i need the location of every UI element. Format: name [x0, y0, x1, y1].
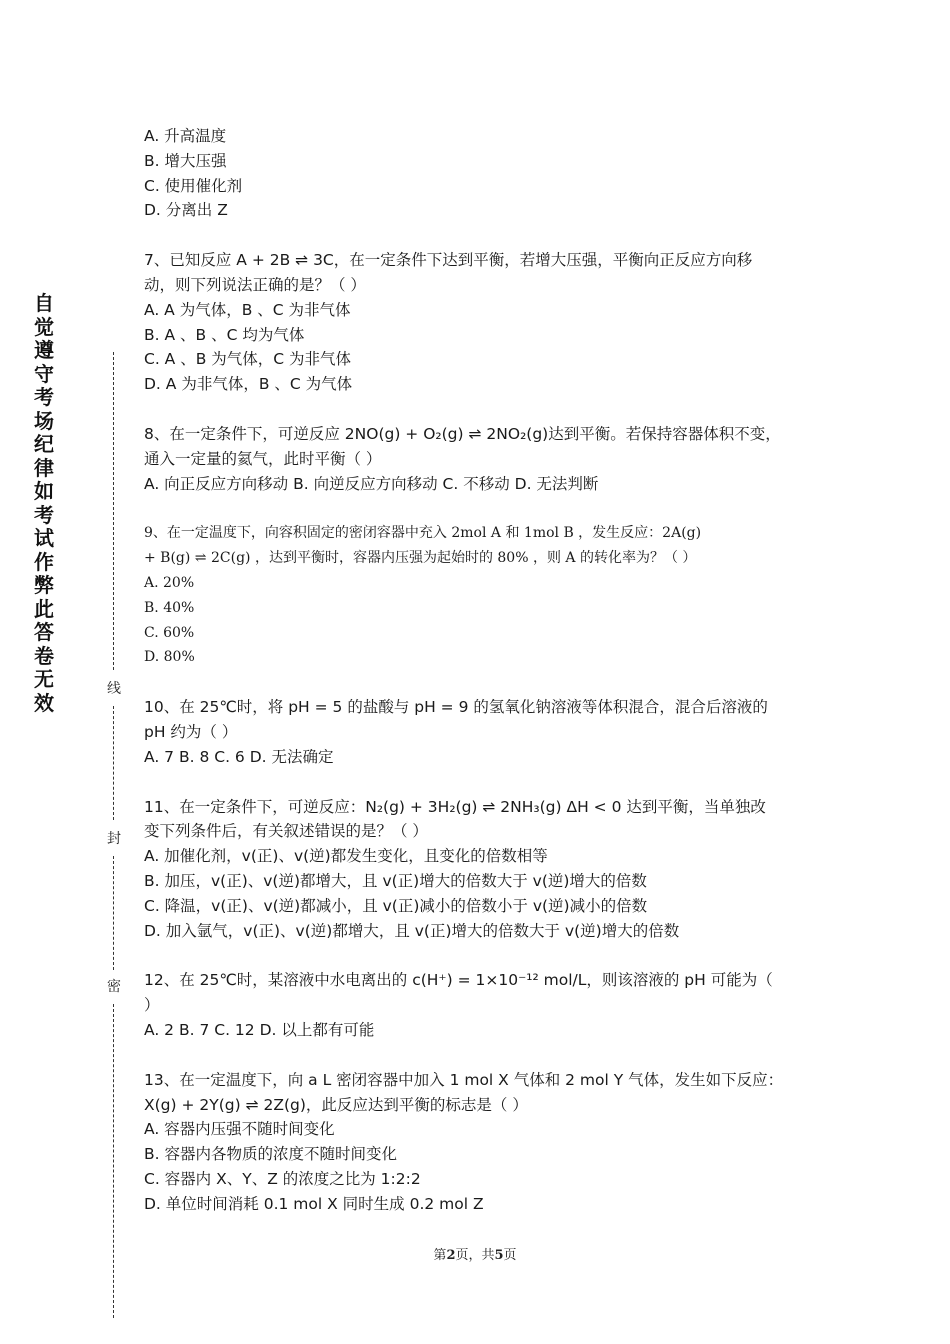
question-stem-line: 变下列条件后，有关叙述错误的是？（ ） [144, 822, 428, 841]
option-line: D. 加入氩气，v(正)、v(逆)都增大，且 v(正)增大的倍数大于 v(逆)增大的倍数 [144, 921, 680, 940]
question-stem-line: 通入一定量的氦气，此时平衡（ ） [144, 449, 382, 468]
binding-notice-char: 如 [34, 479, 54, 503]
exam-content [144, 124, 820, 1216]
option-line: B. 容器内各物质的浓度不随时间变化 [144, 1145, 397, 1164]
option-line: C. 60% [144, 624, 195, 641]
binding-notice [30, 292, 58, 715]
cut-line-segment [113, 352, 114, 670]
question-stem-line: ） [144, 996, 160, 1015]
cut-line-segment [113, 1004, 114, 1318]
question-11 [144, 795, 820, 944]
question-stem-line: 动，则下列说法正确的是？（ ） [144, 275, 366, 294]
binding-notice-char: 律 [34, 455, 54, 480]
footer-mid: 页，共 [455, 1248, 495, 1263]
option-line: D. 80% [144, 649, 195, 666]
question-stem-line: 8、在一定条件下，可逆反应 2NO(g) + O₂(g) ⇌ 2NO₂(g)达到平衡。若保持容器体积不变， [144, 424, 781, 443]
binding-notice-char: 觉 [34, 314, 54, 339]
binding-notice-char: 自 [34, 291, 54, 315]
binding-notice-char: 场 [34, 408, 54, 433]
option-line: A. 升高温度 [144, 127, 227, 145]
question-7 [144, 248, 820, 397]
option-line: A. 20% [144, 574, 195, 591]
option-line: B. A 、B 、C 均为气体 [144, 325, 305, 344]
option-line: C. 容器内 X、Y、Z 的浓度之比为 1:2:2 [144, 1169, 421, 1188]
cut-line-segment [113, 706, 114, 820]
option-line: C. A 、B 为气体，C 为非气体 [144, 350, 352, 369]
question-stem-line: 10、在 25℃时，将 pH = 5 的盐酸与 pH = 9 的氢氧化钠溶液等体积混合，混合后溶液的 [144, 698, 768, 717]
option-line: B. 40% [144, 599, 195, 616]
question-9 [144, 521, 820, 670]
page-footer [0, 1244, 950, 1263]
question-stem-line: 13、在一定温度下，向 a L 密闭容器中加入 1 mol X 气体和 2 mol Y 气体，发生如下反应： [144, 1070, 784, 1089]
binding-notice-char: 纪 [34, 432, 54, 456]
question-stem-line: 7、已知反应 A + 2B ⇌ 3C，在一定条件下达到平衡，若增大压强，平衡向正反应方向移 [144, 251, 753, 270]
footer-prefix: 第 [433, 1248, 447, 1263]
options-line: A. 2 B. 7 C. 12 D. 以上都有可能 [144, 1020, 375, 1039]
question-10 [144, 695, 820, 769]
option-line: B. 增大压强 [144, 151, 227, 170]
binding-notice-char: 作 [34, 549, 54, 574]
option-line: D. A 为非气体，B 、C 为气体 [144, 375, 353, 394]
option-line: A. A 为气体，B 、C 为非气体 [144, 300, 351, 319]
options-line: A. 7 B. 8 C. 6 D. 无法确定 [144, 747, 334, 766]
option-line: C. 使用催化剂 [144, 176, 243, 195]
question-8 [144, 422, 820, 496]
cut-line-segment [113, 856, 114, 970]
question-stem-line: 9、在一定温度下，向容积固定的密闭容器中充入 2mol A 和 1mol B ，发生反应：2A(g) [144, 525, 702, 542]
question-12 [144, 968, 820, 1042]
question-stem-line: X(g) + 2Y(g) ⇌ 2Z(g)，此反应达到平衡的标志是（ ） [144, 1095, 528, 1114]
binding-notice-char: 效 [34, 690, 54, 715]
question-stem-line: + B(g) ⇌ 2C(g) ，达到平衡时，容器内压强为起始时的 80% ，则 A 的转化率为？（ ） [144, 550, 697, 567]
binding-notice-char: 试 [34, 526, 54, 550]
option-line: A. 容器内压强不随时间变化 [144, 1120, 335, 1139]
options-line: A. 向正反应方向移动 B. 向逆反应方向移动 C. 不移动 D. 无法判断 [144, 474, 599, 493]
binding-notice-char: 守 [34, 361, 54, 386]
total-page-number: 5 [494, 1248, 504, 1263]
binding-notice-char: 弊 [34, 573, 54, 597]
binding-notice-char: 此 [34, 596, 54, 621]
question-6-options [144, 124, 820, 223]
option-line: C. 降温，v(正)、v(逆)都减小，且 v(正)减小的倍数小于 v(逆)减小的倍数 [144, 896, 648, 915]
question-stem-line: 11、在一定条件下，可逆反应：N₂(g) + 3H₂(g) ⇌ 2NH₃(g) ΔH < 0 达到平衡，当单独改 [144, 797, 766, 816]
option-line: D. 分离出 Z [144, 201, 228, 220]
question-13 [144, 1068, 820, 1217]
seal-word-mi: 密 [107, 979, 121, 995]
option-line: A. 加催化剂，v(正)、v(逆)都发生变化，且变化的倍数相等 [144, 847, 548, 866]
binding-notice-char: 卷 [34, 643, 54, 668]
option-line: D. 单位时间消耗 0.1 mol X 同时生成 0.2 mol Z [144, 1194, 484, 1213]
binding-notice-char: 考 [34, 385, 54, 409]
question-stem-line: pH 约为（ ） [144, 722, 238, 741]
question-stem-line: 12、在 25℃时，某溶液中水电离出的 c(H⁺) = 1×10⁻¹² mol/L，则该溶液的 pH 可能为（ [144, 971, 773, 990]
binding-notice-char: 考 [34, 502, 54, 527]
footer-suffix: 页 [503, 1248, 517, 1263]
binding-notice-char: 遵 [34, 338, 54, 362]
option-line: B. 加压，v(正)、v(逆)都增大，且 v(正)增大的倍数大于 v(逆)增大的倍数 [144, 871, 647, 890]
current-page-number: 2 [446, 1248, 456, 1263]
seal-word-feng: 封 [107, 831, 121, 847]
binding-notice-char: 无 [34, 667, 54, 691]
seal-word-xian: 线 [107, 681, 121, 697]
binding-notice-char: 答 [34, 620, 54, 644]
